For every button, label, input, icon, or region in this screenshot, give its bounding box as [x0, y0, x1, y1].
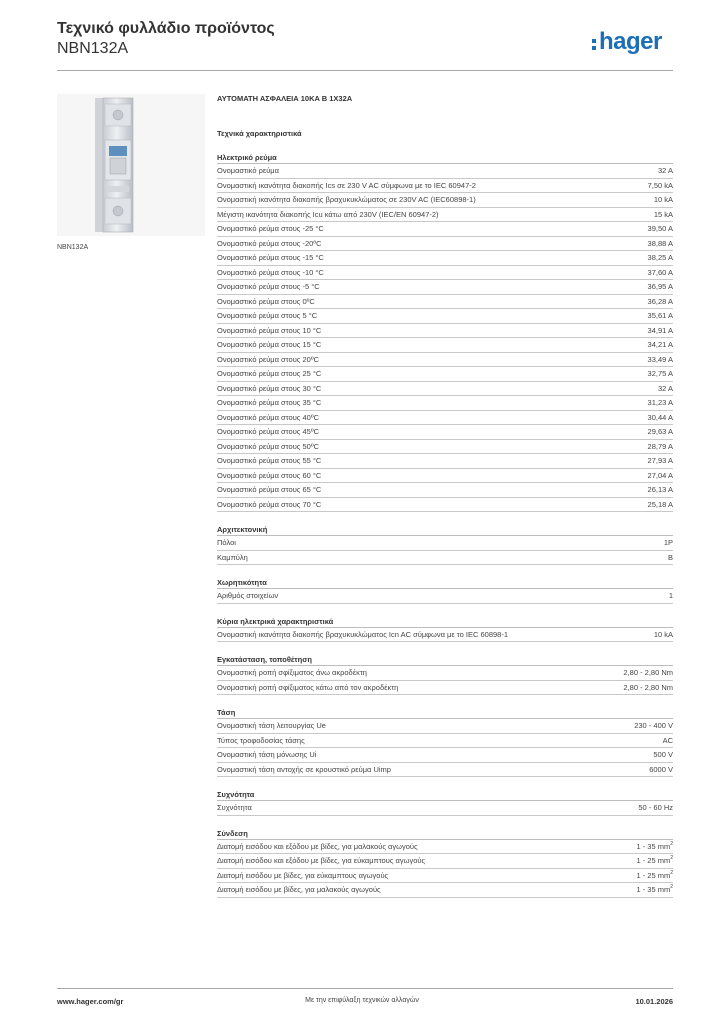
spec-row	[217, 179, 673, 194]
spec-row	[217, 483, 673, 498]
product-name: ΑΥΤΟΜΑΤΗ ΑΣΦΑΛΕΙΑ 10KA B 1X32A	[217, 94, 353, 103]
spec-value-text: 1P	[663, 538, 673, 547]
spec-row	[217, 666, 673, 681]
spec-label: Ονομαστικό ρεύμα στους -5 °C	[217, 282, 320, 291]
spec-value-text: 33,49 A	[647, 354, 673, 364]
spec-row	[217, 309, 673, 324]
spec-value	[648, 483, 673, 497]
spec-value	[648, 454, 673, 468]
spec-row	[217, 222, 673, 237]
spec-value-text: 35,61 A	[647, 311, 673, 320]
footer-disclaimer: Με την επιφύλαξη τεχνικών αλλαγών	[305, 997, 419, 1004]
spec-content	[217, 94, 673, 909]
spec-label: Ονομαστική τάση λειτουργίας Ue	[217, 721, 326, 730]
spec-label: Ονομαστικό ρεύμα στους 70 °C	[217, 499, 322, 509]
spec-row	[217, 854, 673, 869]
spec-label: Ονομαστική ικανότητα διακοπής βραχυκυκλώματος Icn AC σύμφωνα με το IEC 60898-1	[217, 629, 509, 639]
spec-value	[648, 251, 673, 265]
section-title: Συχνότητα	[217, 788, 673, 801]
spec-value	[648, 179, 673, 193]
spec-row	[217, 440, 673, 455]
spec-value	[648, 266, 673, 280]
spec-value-text: 1	[668, 591, 673, 600]
spec-label: Συχνότητα	[217, 803, 252, 812]
spec-value	[648, 237, 673, 251]
spec-row	[217, 869, 673, 884]
spec-label: Καμπύλη	[217, 552, 248, 562]
section-title: Κύρια ηλεκτρικά χαρακτηριστικά	[217, 615, 673, 628]
spec-label: Ονομαστική ικανότητα διακοπής βραχυκυκλώματος σε 230V AC (IEC60898-1)	[217, 195, 476, 204]
spec-value-text: 500 V	[653, 750, 673, 759]
spec-row	[217, 251, 673, 266]
spec-label: Ονομαστική ροπή σφίξιματος κάτω από τον ακροδέκτη	[217, 682, 399, 692]
spec-value-text: 230 - 400 V	[634, 721, 673, 730]
spec-label: Διατομή εισόδου και εξόδου με βίδες, για εύκαμπτους αγωγούς	[217, 856, 426, 865]
spec-value-text: 36,28 A	[647, 296, 673, 306]
logo-colon-icon	[592, 36, 596, 49]
spec-value	[636, 883, 673, 897]
spec-label: Διατομή εισόδου με βίδες, για μαλακούς αγωγούς	[217, 885, 381, 894]
spec-label: Τύπος τροφοδοσίας τάσης	[217, 735, 305, 745]
spec-row	[217, 801, 673, 816]
spec-row	[217, 164, 673, 179]
spec-sections	[217, 151, 673, 898]
spec-value	[668, 551, 673, 565]
spec-value-text: B	[667, 552, 673, 562]
spec-value-text: 32 A	[657, 166, 673, 175]
spec-value-text: 2,80 - 2,80 Nm	[623, 682, 673, 692]
spec-value	[634, 719, 673, 733]
spec-value-text: 37,60 A	[647, 267, 673, 277]
spec-row	[217, 266, 673, 281]
spec-label: Ονομαστικό ρεύμα στους -10 °C	[217, 267, 324, 277]
spec-value	[648, 295, 673, 309]
spec-value-text: 29,63 A	[647, 427, 673, 436]
product-image	[57, 94, 205, 236]
spec-value-text: 7,50 kA	[647, 180, 673, 190]
spec-value-text: 10 kA	[653, 629, 673, 639]
document-title: Τεχνικό φυλλάδιο προϊόντος	[57, 20, 275, 37]
spec-label: Ονομαστικό ρεύμα στους 50ºC	[217, 441, 319, 451]
spec-label: Αριθμός στοιχείων	[217, 591, 279, 600]
spec-row	[217, 208, 673, 223]
spec-value-text: AC	[662, 735, 673, 745]
spec-value-text: 32 A	[657, 383, 673, 393]
spec-value	[648, 222, 673, 236]
spec-value-text: 25,18 A	[647, 499, 673, 509]
spec-row	[217, 338, 673, 353]
section-title: Αρχιτεκτονική	[217, 523, 673, 536]
spec-value	[648, 411, 673, 425]
spec-label: Ονομαστικό ρεύμα στους 5 °C	[217, 311, 318, 320]
spec-row	[217, 396, 673, 411]
logo-text: hager	[599, 28, 662, 55]
spec-value	[638, 801, 673, 815]
spec-label: Ονομαστικό ρεύμα στους 20ºC	[217, 354, 319, 364]
spec-value	[648, 280, 673, 294]
spec-row	[217, 719, 673, 734]
spec-section	[217, 576, 673, 604]
product-image-caption: NBN132A	[57, 244, 89, 251]
spec-row	[217, 193, 673, 208]
spec-value-text: 6000 V	[649, 764, 673, 774]
footer-date: 10.01.2026	[635, 997, 673, 1006]
unit-superscript: 2	[670, 869, 673, 876]
section-title: Τάση	[217, 706, 673, 719]
spec-value-text: 1 - 25 mm	[636, 870, 671, 880]
spec-label: Ονομαστικό ρεύμα στους 25 °C	[217, 369, 322, 378]
spec-row	[217, 883, 673, 898]
spec-section	[217, 827, 673, 898]
spec-value-text: 26,13 A	[647, 485, 673, 494]
spec-label: Διατομή εισόδου με βίδες, για εύκαμπτους αγωγούς	[217, 870, 389, 880]
spec-label: Ονομαστική ικανότητα διακοπής Ics σε 230 V AC σύμφωνα με το IEC 60947-2	[217, 180, 476, 190]
spec-row	[217, 681, 673, 696]
spec-label: Διατομή εισόδου και εξόδου με βίδες, για μαλακούς αγωγούς	[217, 841, 418, 851]
spec-value-text: 10 kA	[653, 195, 673, 204]
spec-label: Ονομαστική τάση αντοχής σε κρουστικό ρεύμα Uimp	[217, 764, 391, 774]
spec-value-text: 15 kA	[653, 209, 673, 219]
spec-value	[654, 208, 673, 222]
spec-row	[217, 237, 673, 252]
spec-label: Ονομαστικό ρεύμα στους 40ºC	[217, 412, 319, 422]
spec-row	[217, 763, 673, 778]
spec-row	[217, 425, 673, 440]
spec-section	[217, 615, 673, 643]
spec-section	[217, 788, 673, 816]
spec-label: Ονομαστική ροπή σφίξιματος άνω ακροδέκτη	[217, 668, 367, 677]
spec-value-text: 27,04 A	[647, 470, 673, 480]
section-title: Ηλεκτρικό ρεύμα	[217, 151, 673, 164]
technical-characteristics-heading: Τεχνικά χαρακτηριστικά	[217, 129, 302, 138]
spec-label: Ονομαστικό ρεύμα στους 0ºC	[217, 296, 315, 306]
spec-section	[217, 653, 673, 695]
spec-value	[648, 353, 673, 367]
spec-value-text: 38,88 A	[647, 238, 673, 248]
spec-row	[217, 589, 673, 604]
spec-label: Ονομαστικό ρεύμα στους 65 °C	[217, 485, 322, 494]
spec-value-text: 1 - 35 mm	[636, 885, 671, 894]
footer-website: www.hager.com/gr	[57, 997, 124, 1006]
spec-value-text: 1 - 25 mm	[636, 856, 671, 865]
spec-value-text: 2,80 - 2,80 Nm	[623, 668, 673, 677]
spec-value	[649, 763, 673, 777]
spec-label: Ονομαστικό ρεύμα στους -20ºC	[217, 238, 322, 248]
spec-row	[217, 382, 673, 397]
spec-label: Ονομαστικό ρεύμα στους 55 °C	[217, 456, 322, 465]
section-title: Σύνδεση	[217, 827, 673, 840]
unit-superscript: 2	[670, 855, 673, 861]
spec-value-text: 1 - 35 mm	[636, 841, 671, 851]
spec-value	[636, 869, 673, 883]
spec-value	[648, 338, 673, 352]
spec-label: Πόλοι	[217, 538, 236, 547]
spec-value	[648, 469, 673, 483]
spec-value-text: 30,44 A	[647, 412, 673, 422]
spec-section	[217, 523, 673, 565]
spec-row	[217, 840, 673, 855]
spec-value-text: 38,25 A	[647, 253, 673, 262]
header-divider	[57, 70, 673, 71]
spec-value	[648, 396, 673, 410]
section-title: Εγκατάσταση, τοποθέτηση	[217, 653, 673, 666]
spec-value	[648, 367, 673, 381]
spec-value	[658, 164, 673, 178]
spec-value	[648, 498, 673, 512]
spec-label: Ονομαστικό ρεύμα στους -25 °C	[217, 224, 324, 233]
spec-row	[217, 367, 673, 382]
spec-value	[636, 854, 673, 868]
spec-row	[217, 411, 673, 426]
spec-label: Ονομαστικό ρεύμα στους 35 °C	[217, 398, 322, 407]
spec-label: Ονομαστικό ρεύμα στους 10 °C	[217, 325, 322, 335]
unit-superscript: 2	[670, 884, 673, 890]
spec-value	[664, 536, 673, 550]
spec-row	[217, 280, 673, 295]
spec-value	[636, 840, 673, 854]
spec-row	[217, 469, 673, 484]
spec-label: Ονομαστικό ρεύμα στους 30 °C	[217, 383, 322, 393]
spec-label: Ονομαστικό ρεύμα στους -15 °C	[217, 253, 324, 262]
product-code-heading: NBN132A	[57, 40, 129, 57]
spec-row	[217, 454, 673, 469]
spec-value	[648, 324, 673, 338]
spec-row	[217, 734, 673, 749]
spec-row	[217, 551, 673, 566]
spec-label: Μέγιστη ικανότητα διακοπής Icu κάτω από 230V (IEC/EN 60947-2)	[217, 209, 439, 219]
spec-value	[669, 589, 673, 603]
spec-value	[623, 681, 673, 695]
spec-value-text: 31,23 A	[647, 398, 673, 407]
section-title: Χωρητικότητα	[217, 576, 673, 589]
spec-label: Ονομαστικό ρεύμα στους 15 °C	[217, 340, 322, 349]
spec-row	[217, 353, 673, 368]
circuit-breaker-illustration	[57, 94, 205, 236]
spec-value	[648, 440, 673, 454]
spec-value-text: 36,95 A	[647, 282, 673, 291]
unit-superscript: 2	[670, 840, 673, 847]
spec-row	[217, 498, 673, 513]
spec-label: Ονομαστική τάση μόνωσης Ui	[217, 750, 317, 759]
spec-row	[217, 324, 673, 339]
spec-value	[654, 628, 673, 642]
spec-row	[217, 295, 673, 310]
spec-value-text: 34,21 A	[647, 340, 673, 349]
footer-divider	[57, 988, 673, 989]
spec-label: Ονομαστικό ρεύμα	[217, 166, 279, 175]
spec-value	[648, 309, 673, 323]
spec-value	[658, 382, 673, 396]
spec-section	[217, 706, 673, 777]
spec-value-text: 27,93 A	[647, 456, 673, 465]
spec-row	[217, 748, 673, 763]
spec-value-text: 28,79 A	[647, 441, 673, 451]
spec-value-text: 39,50 A	[647, 224, 673, 233]
spec-value-text: 34,91 A	[647, 325, 673, 335]
spec-label: Ονομαστικό ρεύμα στους 60 °C	[217, 470, 322, 480]
spec-value	[654, 193, 673, 207]
spec-value	[648, 425, 673, 439]
spec-value-text: 32,75 A	[647, 369, 673, 378]
spec-value	[623, 666, 673, 680]
spec-value	[663, 734, 673, 748]
spec-value	[653, 748, 673, 762]
spec-row	[217, 536, 673, 551]
spec-row	[217, 628, 673, 643]
spec-label: Ονομαστικό ρεύμα στους 45ºC	[217, 427, 319, 436]
spec-section	[217, 151, 673, 512]
hager-logo	[592, 28, 662, 56]
spec-value-text: 50 - 60 Hz	[638, 803, 673, 812]
